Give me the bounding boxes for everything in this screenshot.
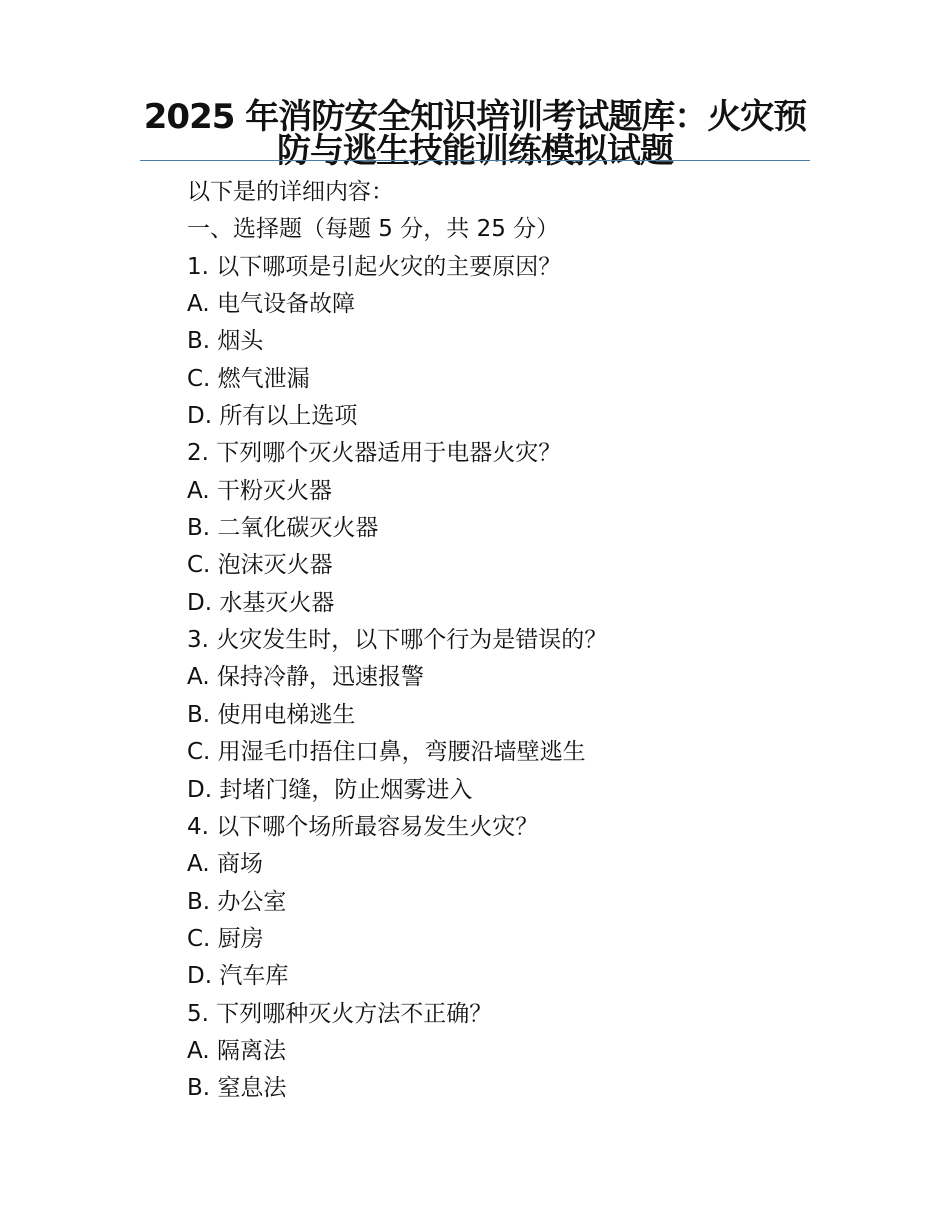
option-b: B. 使用电梯逃生 <box>187 701 356 728</box>
question-4 <box>187 809 807 996</box>
option-b: B. 办公室 <box>187 888 287 915</box>
option-d: D. 水基灭火器 <box>187 589 335 616</box>
option-b: B. 二氧化碳灭火器 <box>187 515 379 542</box>
option-c: C. 用湿毛巾捂住口鼻，弯腰沿墙壁逃生 <box>187 739 586 766</box>
intro-text: 以下是的详细内容： <box>187 179 394 205</box>
title-divider <box>140 160 810 161</box>
question-prompt: 2. 下列哪个灭火器适用于电器火灾？ <box>187 440 562 467</box>
option-a: A. 干粉灭火器 <box>187 477 332 504</box>
option-b: B. 窒息法 <box>187 1075 287 1102</box>
document-body <box>187 174 807 1108</box>
option-d: D. 汽车库 <box>187 963 289 990</box>
option-d: D. 封堵门缝，防止烟雾进入 <box>187 776 473 803</box>
question-prompt: 5. 下列哪种灭火方法不正确？ <box>187 1000 493 1027</box>
option-c: C. 燃气泄漏 <box>187 365 310 392</box>
option-a: A. 保持冷静，迅速报警 <box>187 664 424 691</box>
question-5 <box>187 996 807 1108</box>
option-a: A. 隔离法 <box>187 1037 286 1064</box>
question-prompt: 4. 以下哪个场所最容易发生火灾？ <box>187 813 539 840</box>
section-heading: 一、选择题（每题 5 分，共 25 分） <box>187 216 560 243</box>
option-a: A. 商场 <box>187 851 263 878</box>
option-b: B. 烟头 <box>187 328 264 355</box>
question-2 <box>187 435 807 622</box>
question-1 <box>187 249 807 436</box>
question-prompt: 1. 以下哪项是引起火灾的主要原因？ <box>187 253 562 280</box>
document-title: 2025 年消防安全知识培训考试题库：火灾预防与逃生技能训练模拟试题 <box>143 97 807 171</box>
option-c: C. 厨房 <box>187 925 264 952</box>
question-3 <box>187 622 807 809</box>
option-a: A. 电气设备故障 <box>187 291 355 318</box>
question-prompt: 3. 火灾发生时，以下哪个行为是错误的？ <box>187 627 608 654</box>
option-c: C. 泡沫灭火器 <box>187 552 333 579</box>
option-d: D. 所有以上选项 <box>187 403 358 430</box>
